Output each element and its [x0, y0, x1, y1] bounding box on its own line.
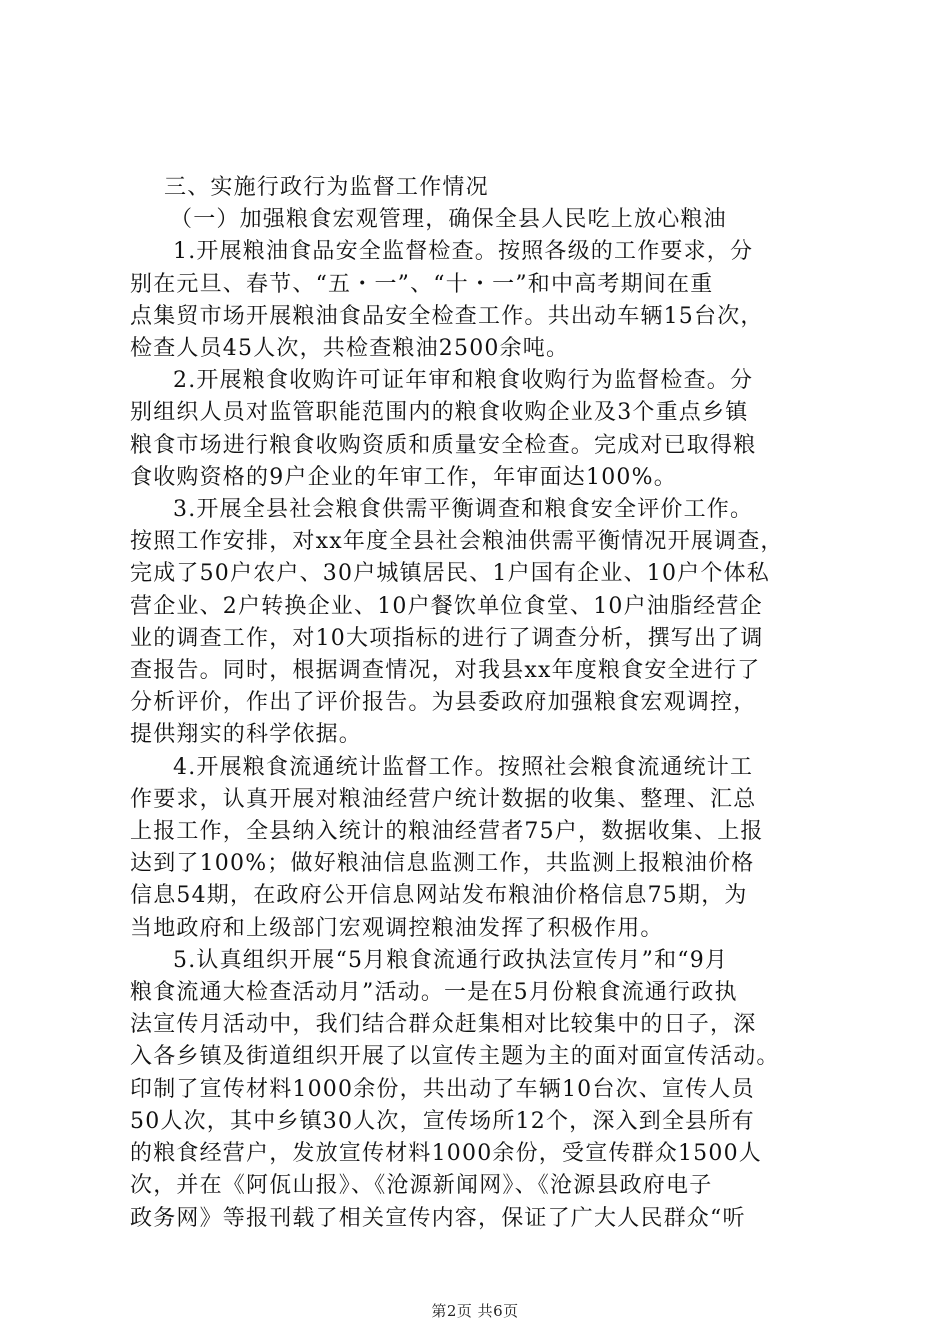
page-number-footer: 第2页 共6页: [431, 1302, 519, 1320]
paragraph-line: 当地政府和上级部门宏观调控粮油发挥了积极作用。: [130, 915, 664, 941]
paragraph-line: 粮食市场进行粮食收购资质和质量安全检查。完成对已取得粮: [130, 432, 757, 458]
paragraph-line: 2.开展粮食收购许可证年审和粮食收购行为监督检查。分: [173, 368, 754, 394]
paragraph-line: 营企业、2户转换企业、10户餐饮单位食堂、10户油脂经营企: [130, 593, 763, 619]
paragraph-line: 信息54期，在政府公开信息网站发布粮油价格信息75期，为: [130, 883, 748, 909]
paragraph-line: 上报工作，全县纳入统计的粮油经营者75户，数据收集、上报: [130, 819, 764, 845]
paragraph-line: 检查人员45人次，共检查粮油2500余吨。: [130, 336, 570, 362]
document-body: [130, 172, 830, 1235]
paragraph-line: 5.认真组织开展“5月粮食流通行政执法宣传月”和“9月: [173, 947, 729, 973]
paragraph-line: 别组织人员对监管职能范围内的粮食收购企业及3个重点乡镇: [130, 400, 749, 426]
paragraph-line: 印制了宣传材料1000余份，共出动了车辆10台次、宣传人员: [130, 1076, 755, 1102]
section-heading: 三、实施行政行为监督工作情况: [164, 175, 489, 200]
paragraph-line: 入各乡镇及街道组织开展了以宣传主题为主的面对面宣传活动。: [130, 1044, 780, 1070]
paragraph-line: 次，并在《阿佤山报》、《沧源新闻网》、《沧源县政府电子: [130, 1173, 713, 1199]
paragraph-line: 按照工作安排，对xx年度全县社会粮油供需平衡情况开展调查，: [130, 529, 784, 555]
paragraph-line: 别在元旦、春节、“五・一”、“十・一”和中高考期间在重: [130, 271, 714, 297]
paragraph-line: 作要求，认真开展对粮油经营户统计数据的收集、整理、汇总: [130, 786, 757, 812]
paragraph-line: 1.开展粮油食品安全监督检查。按照各级的工作要求，分: [173, 239, 754, 265]
paragraph-line: 50人次，其中乡镇30人次，宣传场所12个，深入到全县所有: [130, 1108, 755, 1134]
paragraph-line: 政务网》等报刊载了相关宣传内容，保证了广大人民群众“听: [130, 1205, 746, 1231]
paragraph-line: 4.开展粮食流通统计监督工作。按照社会粮食流通统计工: [173, 754, 754, 780]
paragraph-line: 分析评价，作出了评价报告。为县委政府加强粮食宏观调控，: [130, 690, 757, 716]
paragraph-line: 粮食流通大检查活动月”活动。一是在5月份粮食流通行政执: [130, 980, 738, 1006]
paragraph-line: 业的调查工作，对10大项指标的进行了调查分析，撰写出了调: [130, 625, 764, 651]
paragraph-line: 法宣传月活动中，我们结合群众赶集相对比较集中的日子，深: [130, 1012, 757, 1038]
paragraph-line: 完成了50户农户、30户城镇居民、1户国有企业、10户个体私: [130, 561, 770, 587]
subsection-heading: （一）加强粮食宏观管理，确保全县人民吃上放心粮油: [170, 207, 727, 233]
paragraph-line: 食收购资格的9户企业的年审工作，年审面达100%。: [130, 464, 677, 490]
paragraph-line: 点集贸市场开展粮油食品安全检查工作。共出动车辆15台次，: [130, 303, 764, 329]
paragraph-line: 的粮食经营户，发放宣传材料1000余份，受宣传群众1500人: [130, 1141, 762, 1167]
paragraph-line: 达到了100%；做好粮油信息监测工作，共监测上报粮油价格: [130, 851, 755, 877]
paragraph-line: 提供翔实的科学依据。: [130, 722, 363, 748]
paragraph-line: 查报告。同时，根据调查情况，对我县xx年度粮食安全进行了: [130, 658, 761, 684]
paragraph-line: 3.开展全县社会粮食供需平衡调查和粮食安全评价工作。: [173, 497, 754, 523]
